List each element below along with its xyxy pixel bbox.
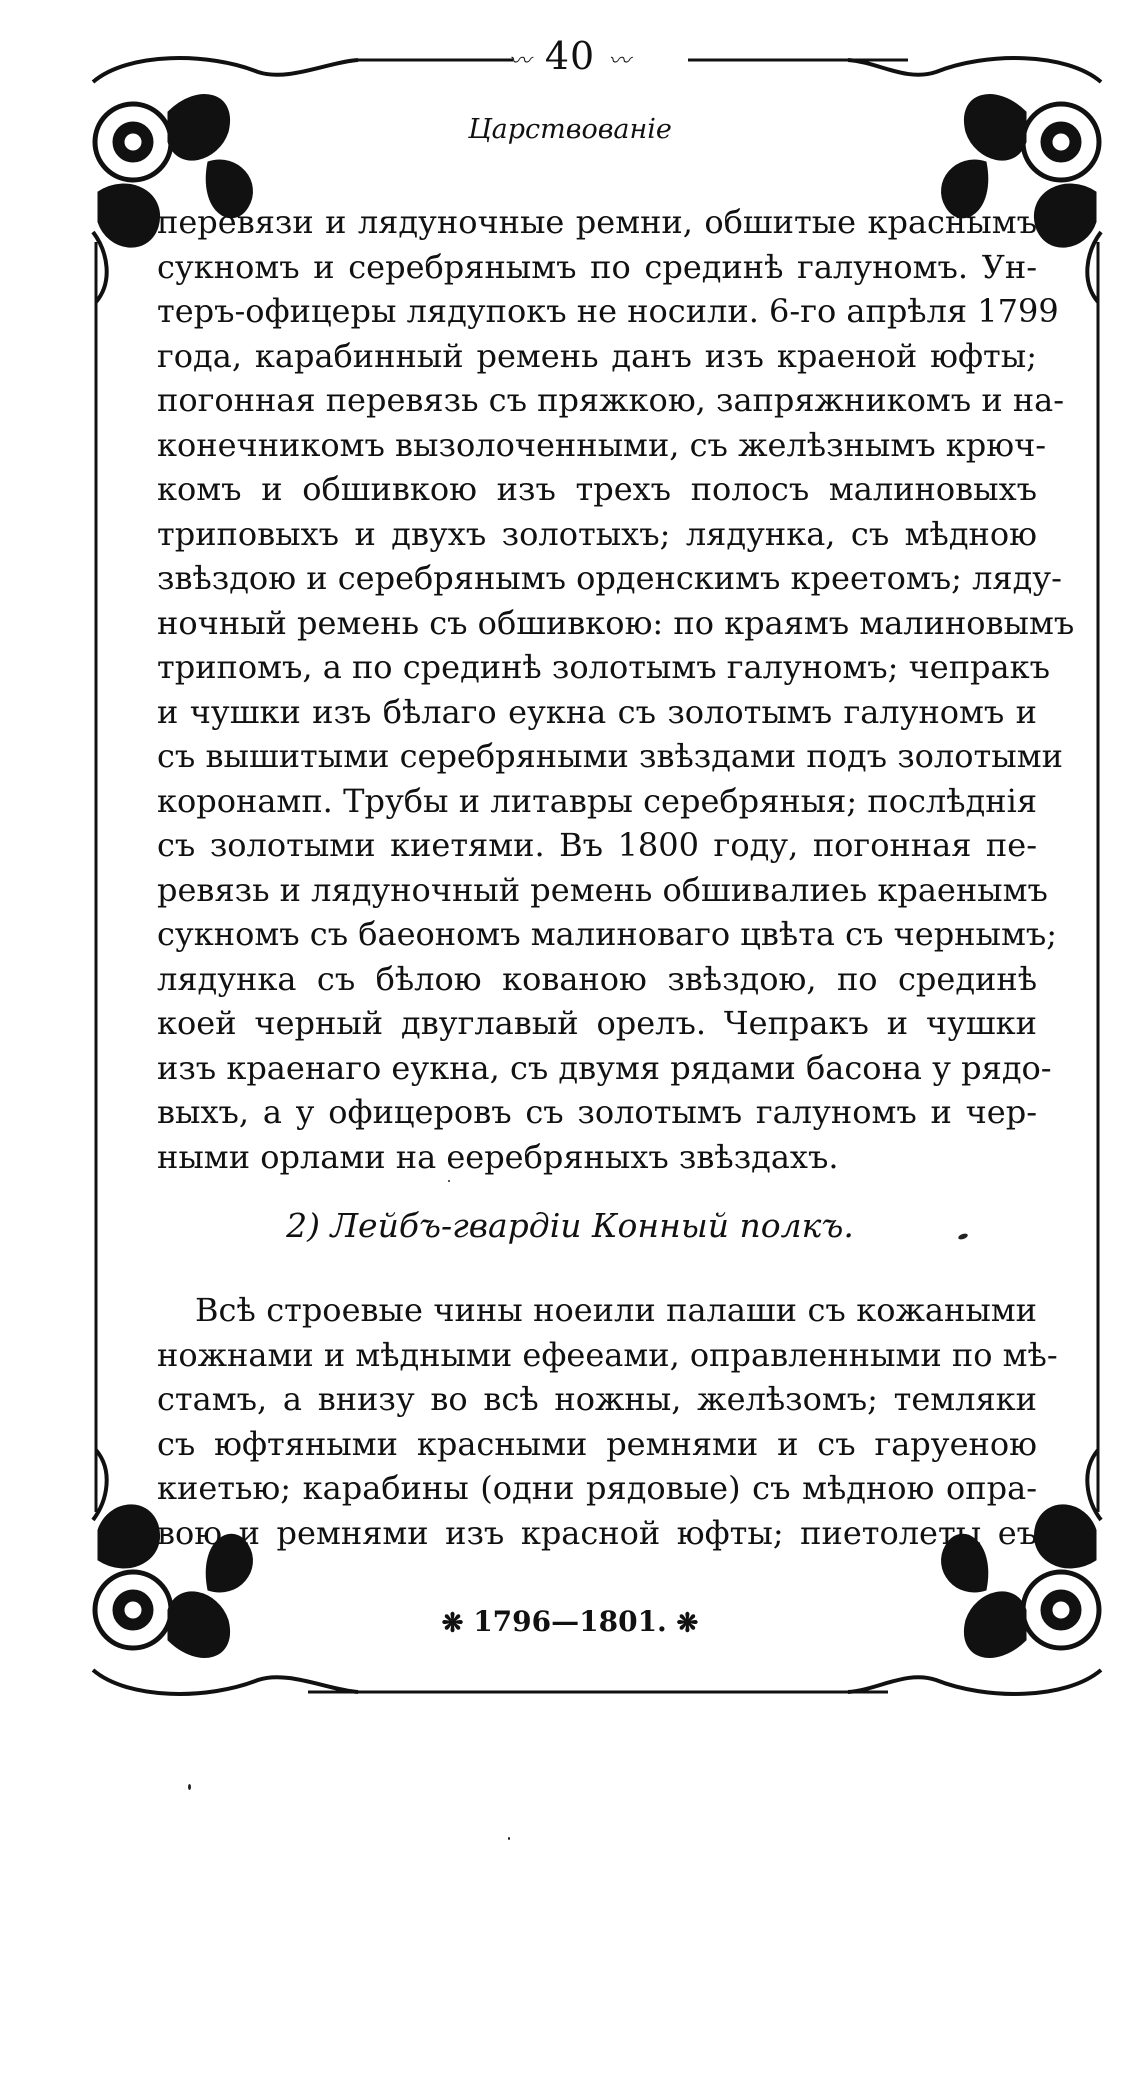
text-line: вою и ремнями изъ красной юфты; пиетолеты еъ	[157, 1513, 1037, 1552]
page-number-flourish-left: 〰	[508, 49, 532, 74]
text-line: изъ краенаго еукна, съ двумя рядами басона у рядо-	[157, 1048, 1052, 1087]
text-line: Всѣ строевые чины ноеили палаши съ кожаными	[195, 1291, 1037, 1329]
footer-dates-value: 1796—1801.	[473, 1605, 667, 1638]
text-line: съ золотыми киетями. Въ 1800 году, погонная пе-	[157, 826, 1037, 864]
footer-dates	[0, 1605, 1140, 1639]
text-line: сукномъ и серебрянымъ по срединѣ галуномъ. Ун-	[157, 247, 1037, 286]
text-line: звѣздою и серебрянымъ орденскимъ креетомъ; ляду-	[157, 559, 1062, 597]
text-line: ными орлами на ееребряныхъ звѣздахъ.	[157, 1137, 839, 1176]
print-speck	[448, 1180, 450, 1182]
paragraph-2	[157, 1288, 1058, 1555]
text-line: съ юфтяными красными ремнями и съ гаруеною	[157, 1424, 1037, 1463]
text-line: теръ-офицеры лядупокъ не носили. 6-го апрѣля 1799	[157, 292, 1059, 330]
text-line: съ вышитыми серебряными звѣздами подъ золотыми	[157, 737, 1063, 775]
running-title: Царствованіе	[468, 114, 672, 145]
section-title: 2) Лейбъ-гвардіи Конный полкъ.	[286, 1206, 854, 1245]
text-line: лядунка съ бѣлою кованою звѣздою, по срединѣ	[157, 959, 1037, 998]
print-speck	[508, 1837, 510, 1840]
text-line: киетью; карабины (одни рядовые) съ мѣдною опра-	[157, 1469, 1037, 1507]
text-line: сукномъ съ баеономъ малиноваго цвѣта съ чернымъ;	[157, 915, 1057, 953]
page-number	[0, 34, 1140, 78]
star-ornament-icon: ❋	[676, 1608, 699, 1639]
paragraph-1	[157, 200, 1075, 1179]
page-number-value: 40	[544, 34, 596, 78]
text-line: конечникомъ вызолоченными, съ желѣзнымъ крюч-	[157, 425, 1047, 464]
text-line: выхъ, а у офицеровъ съ золотымъ галуномъ и чер-	[157, 1093, 1037, 1131]
text-line: погонная перевязь съ пряжкою, запряжникомъ и на-	[157, 381, 1065, 419]
text-line: триповыхъ и двухъ золотыхъ; лядунка, съ мѣдною	[157, 514, 1037, 553]
text-line: ножнами и мѣдными ефееами, оправленными по мѣ-	[157, 1335, 1058, 1374]
text-line: перевязи и лядуночные ремни, обшитые краснымъ	[157, 203, 1037, 241]
star-ornament-icon: ❋	[441, 1608, 464, 1639]
text-line: коей черный двуглавый орелъ. Чепракъ и чушки	[157, 1004, 1037, 1042]
page-number-flourish-right: 〰	[608, 49, 632, 74]
text-line: стамъ, а внизу во всѣ ножны, желѣзомъ; темляки	[157, 1380, 1037, 1418]
text-line: коронамп. Трубы и литавры серебряныя; послѣднія	[157, 781, 1037, 820]
text-line: и чушки изъ бѣлаго еукна съ золотымъ галуномъ и	[157, 692, 1037, 731]
text-line: трипомъ, а по срединѣ золотымъ галуномъ; чепракъ	[157, 648, 1050, 686]
text-line: года, карабинный ремень данъ изъ краеной юфты;	[157, 336, 1037, 375]
print-speck	[188, 1784, 191, 1790]
text-line: ночный ремень съ обшивкою: по краямъ малиновымъ	[157, 603, 1075, 642]
text-line: комъ и обшивкою изъ трехъ полосъ малиновыхъ	[157, 470, 1037, 508]
text-line: ревязь и лядуночный ремень обшивалиеь краенымъ	[157, 870, 1048, 909]
